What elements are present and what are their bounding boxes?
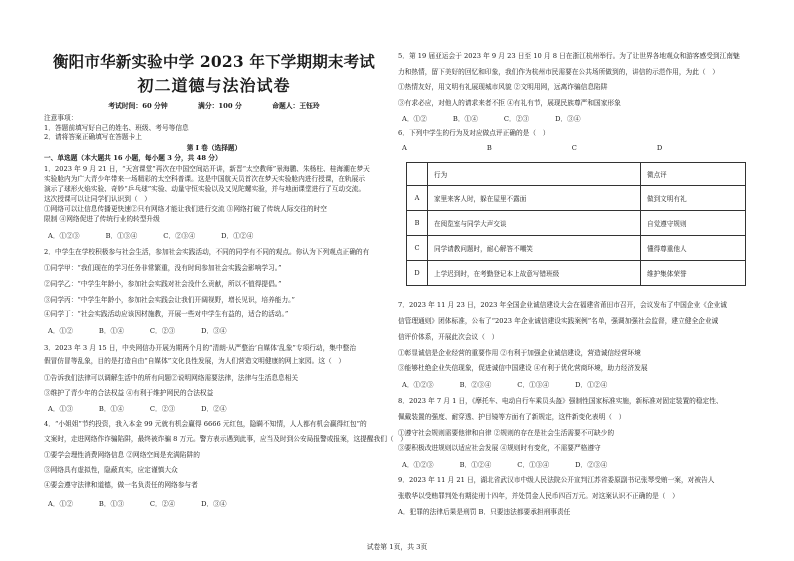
option-c[interactable]: C．②③④	[163, 232, 196, 240]
statement-line: ③能够杜绝企业失信现象，促进诚信中国建设 ④有利于优化营商环境，助力经济发展	[398, 364, 648, 372]
q5-options	[402, 113, 607, 123]
question-text: 2．中学生在学校积极参与社会生活，参加社会实践活动，不同的同学有不同的观点。你认为下列观点正确的有	[44, 248, 370, 256]
row-behavior: 同学请教问题时，耐心解答不嘲笑	[428, 236, 641, 261]
exam-subtitle: 初二道德与法治试卷	[137, 76, 291, 95]
option-a[interactable]: A．①②	[48, 327, 73, 335]
option-d[interactable]: D．①②④	[575, 381, 608, 389]
row-label: A	[407, 186, 428, 211]
option-c[interactable]: C．①③④	[517, 381, 550, 389]
option-d[interactable]: D．②④	[201, 405, 227, 413]
option-b[interactable]: B．①③④	[105, 232, 138, 240]
question-text: 信评价体系，开展此次会议（ ）	[398, 333, 499, 341]
exam-author: 命题人：王钰玲	[272, 102, 320, 110]
row-label: D	[407, 261, 428, 286]
q3-options	[48, 403, 253, 413]
option-a[interactable]: A．①③	[48, 405, 73, 413]
option-b[interactable]: B．①③	[98, 500, 124, 508]
row-comment: 做到文明有礼	[641, 186, 746, 211]
option-c[interactable]: C．①③④	[517, 461, 550, 469]
question-text: 信管理通则》团体标准，公布了“2023 年企业诚信建设实践案例”名单，强调加强社会监督，建立健全企业诚	[398, 317, 719, 325]
question-text: 假冒仿冒等乱象，目的是打造自由“自媒体”文化良性发展，为人们营造文明健康的网上家园。这（ ）	[44, 357, 346, 365]
option-a[interactable]: A．①②	[402, 115, 427, 123]
question-text: 7．2023 年 11 月 23 日，2023 年全国企业诚信建设大会在福建省莆田市召开，会议发布了中国企业《企业诚	[398, 301, 727, 309]
statement-line: ①热情友好，用文明有礼展现城市风貌 ②文明用网，远离诈骗信息陷阱	[398, 83, 608, 91]
question-text: 6．下列中学生的行为及对应做点评正确的是（ ）	[398, 129, 550, 137]
question-text: 4．“小姐姐”节约投资，我入本金 99 元就有机会赢得 6666 元红包，隐瞒不知情，人人都有机会赢得红包”的	[44, 420, 367, 428]
q1-options	[48, 230, 279, 240]
statement-line: ④要会遵守法律和道德，做一名负责任的网络参与者	[44, 481, 198, 489]
question-text: 9．2023 年 11 月 21 日，湖北省武汉市中级人民法院公开宣判江苏省委原副书记张琴受贿一案，对被告人	[398, 476, 715, 484]
option-a[interactable]: A．①②③	[402, 381, 434, 389]
question-text: 3．2023 年 3 月 15 日，中央网信办开展为期两个月的“清朗·从严整治‘自媒体’乱象”专项行动，集中整治	[44, 344, 357, 352]
row-label: C	[407, 236, 428, 261]
option-b[interactable]: B．②③④	[459, 381, 492, 389]
row-comment: 懂得尊重他人	[641, 236, 746, 261]
option-d[interactable]: D．③④	[201, 327, 227, 335]
question-text: 文案时，走进网络作诈骗陷阱，最终被诈骗 8 万元。警方表示遇到此事，应当及时到公安局报警或报案，这提醒我们（ ）	[44, 435, 407, 443]
option-b[interactable]: B．①②④	[459, 461, 492, 469]
note-item: 2．请将答案正确填写在答题卡上	[44, 133, 142, 141]
question-text: 佩戴装置的强度、耐穿透、护目镜等方面有了新规定，这件新变化表明（ ）	[398, 413, 626, 421]
full-score: 满分：100 分	[198, 102, 242, 110]
option-b[interactable]: B	[486, 144, 492, 152]
row-label: B	[407, 211, 428, 236]
row-behavior: 上学迟到时，在考勤登记本上故意写错班级	[428, 261, 641, 286]
q7-options	[402, 379, 633, 389]
option-d[interactable]: D．②③④	[575, 461, 608, 469]
statement-line: 限制 ④网络促进了传统行业的转型升级	[44, 215, 160, 223]
table-header-row	[407, 163, 746, 186]
option-c[interactable]: C．②④	[149, 500, 176, 508]
header-behavior: 行为	[428, 163, 641, 186]
option-c[interactable]: C．②③	[149, 327, 176, 335]
exam-info	[44, 100, 384, 110]
row-comment: 维护集体荣誉	[641, 261, 746, 286]
behavior-table	[406, 162, 746, 286]
question-text: 8．2023 年 7 月 1 日，《摩托车、电动自行车乘员头盔》强制性国家标准实施，新标准对固定装置的稳定性、	[398, 397, 723, 405]
table-row	[407, 261, 746, 286]
statement-line: ①同学甲：“我们现在的学习任务非常繁重，没有时间参加社会实践会影响学习。”	[44, 264, 282, 272]
option-d[interactable]: D．③④	[201, 500, 227, 508]
row-behavior: 在阅览室与同学大声交谈	[428, 211, 641, 236]
q2-options	[48, 325, 253, 335]
question-text: 张敬华以受贿罪判处有期徒刑十四年，并处罚金人民币四百万元。对这案认识不正确的是（ ）	[398, 492, 679, 500]
statement-line: ③维护了青少年的合法权益 ④有利于维护网民的合法权益	[44, 389, 214, 397]
option-b[interactable]: B．①④	[98, 405, 124, 413]
table-row	[407, 186, 746, 211]
part-title: 第 I 卷（选择题）	[186, 144, 242, 152]
option-a[interactable]: A	[402, 144, 407, 152]
q6-options	[402, 144, 688, 152]
page-footer: 试卷第 1页，共 3页	[366, 543, 428, 551]
note-item: 1．答题前填写好自己的姓名、班级、考号等信息	[44, 124, 189, 132]
section-title: 一、单选题（本大题共 16 小题，每小题 3 分，共 48 分）	[44, 154, 222, 162]
statement-line: ③同学丙：“中学生年龄小，参加社会实践会让我们开阔视野，增长见识，培养能力。”	[44, 296, 295, 304]
header-comment: 微点评	[641, 163, 746, 186]
row-comment: 自觉遵守规则	[641, 211, 746, 236]
option-a[interactable]: A．①②	[48, 500, 73, 508]
notes-heading: 注意事项：	[44, 114, 78, 122]
q4-options	[48, 498, 253, 508]
option-c[interactable]: C．②③	[149, 405, 176, 413]
option-a[interactable]: A．①②③	[48, 232, 80, 240]
exam-title: 衡阳市华新实验中学 2023 年下学期期末考试	[52, 52, 376, 71]
statement-line: ①告诉我们法律可以调解生活中的所有问题②说明网络需要法律，法律与生活息息相关	[44, 374, 299, 382]
statement-line: ①遵守社会规则需要他律和自律 ②规则的存在是社会生活需要不可缺少的	[398, 429, 615, 437]
option-a[interactable]: A．①②③	[402, 461, 434, 469]
question-text: 演示了球形火焰实验、奇妙“乒乓球”实验、动量守恒实验以及又见陀螺实验，并与地面课堂进行了互动交流。	[44, 185, 366, 193]
table-row	[407, 211, 746, 236]
statement-line: ①要学会理性消费网络信息 ②网络空间是充满陷阱的	[44, 451, 200, 459]
question-text: 这次授课可以让同学们认识到（ ）	[44, 195, 151, 203]
question-text: 实验舱内为广大青少年带来一场精彩的太空科普课。这是中国航天员首次在梦天实验舱内进行授课，在轨展示	[44, 175, 365, 183]
statement-line: ③网络具有虚拟性，隐蔽真实，应定谨慎大众	[44, 466, 178, 474]
statement-line: ③有求必应，对他人的请求来者不拒 ④有礼有节，展现民族尊严和国家形象	[398, 99, 621, 107]
statement-line: A．犯罪的法律后果是刑罚 B．只要违法都要承担刑事责任	[398, 508, 571, 516]
statement-line: ④同学丁：“社会实践活动应该因材施教，开展一些对中学生有益的，适合的活动。”	[44, 310, 289, 318]
row-behavior: 家里来客人时，躲在屋里不露面	[428, 186, 641, 211]
option-d[interactable]: D	[656, 144, 663, 152]
statement-line: ①网络可以让信息传播更快速②只有网络才能让我们进行交流 ③网络打破了传统人际交往的时空	[44, 205, 327, 213]
option-c[interactable]: C	[571, 144, 577, 152]
option-b[interactable]: B．①④	[98, 327, 124, 335]
question-text: 1．2023 年 9 月 21 日，“天宫课堂”再次在中国空间站开讲，新晋“太空教师”景海鹏、朱杨柱、桂海潮在梦天	[44, 165, 370, 173]
question-text: 5．第 19 届亚运会于 2023 年 9 月 23 日至 10 月 8 日在浙江杭州举行。为了让世界各地观众和游客感受到江南魅	[398, 52, 740, 60]
option-b[interactable]: B．①④	[452, 115, 478, 123]
statement-line: ①彰显诚信是企业经营的重要作用 ②有利于加强企业诚信建设，营造诚信经营环境	[398, 349, 641, 357]
exam-time: 考试时间：60 分钟	[108, 102, 168, 110]
statement-line: ③要积极改进规则以适应社会发展 ④规则时有变化，不需要严格遵守	[398, 444, 601, 452]
option-d[interactable]: D．③④	[555, 115, 581, 123]
question-text: 力和热情，留下美好的回忆和印象，我们作为杭州市民需要在公共场所做到的，讲信的示范作用，为此（ ）	[398, 68, 719, 76]
table-row	[407, 236, 746, 261]
option-d[interactable]: D．①②④	[221, 232, 254, 240]
statement-line: ②同学乙：“中学生年龄小，参加社会实践对社会没什么贡献，所以不值得提倡。”	[44, 280, 282, 288]
option-c[interactable]: C．②③	[503, 115, 530, 123]
q8-options	[402, 459, 633, 469]
